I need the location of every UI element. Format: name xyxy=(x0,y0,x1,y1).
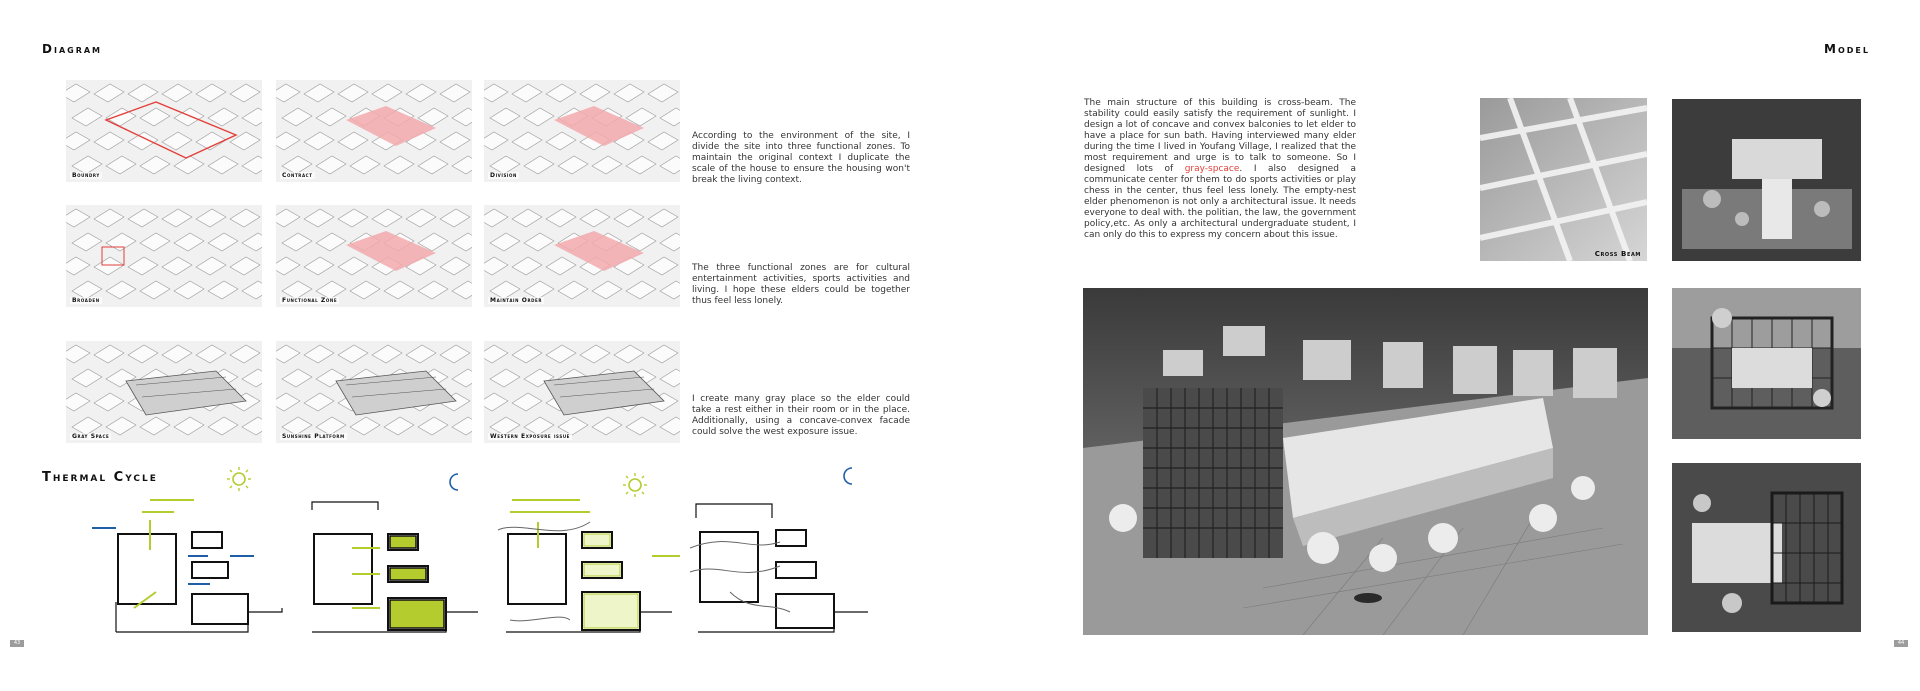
paragraph-structure xyxy=(1084,98,1356,241)
diagram-tile xyxy=(66,341,262,443)
paragraph-text: . I also designed a communicate center for them to do sports activities or play chess in the center, thus feel less lonely. The empty-nest elder phenomenon is not only a architectural issue. It needs everyone to deal with. the politian, the law, the government policy,etc. As only a architectural undergraduate student, I can only do this to express my concern about this issue. xyxy=(1084,164,1357,240)
caption-cross-beam: Cross Beam xyxy=(1594,250,1641,258)
diagram-illustration xyxy=(484,205,680,307)
diagram-illustration xyxy=(484,80,680,182)
moon-icon xyxy=(446,472,462,492)
page-number-left: 43 xyxy=(10,640,24,647)
paragraph-site-zones: According to the environment of the site, I divide the site into three functional zones. To maintain the original context I duplicate the scale of the house to ensure the housing won't break the living context. xyxy=(692,131,910,185)
tile-label: Maintain Order xyxy=(490,297,543,304)
diagram-tile xyxy=(484,205,680,307)
tile-label: Sunshine Platform xyxy=(282,433,345,440)
diagram-tile xyxy=(66,80,262,182)
diagram-tile xyxy=(66,205,262,307)
diagram-illustration xyxy=(66,80,262,182)
page-number-right: 44 xyxy=(1894,640,1908,647)
section-title-thermal-cycle: Thermal Cycle xyxy=(42,470,158,485)
paragraph-gray-space: I create many gray place so the elder could take a rest either in their room or in the place. Additionally, using a concave-convex facade could solve the west exposure issue. xyxy=(692,394,910,437)
diagram-tile xyxy=(276,205,472,307)
tile-label: Broaden xyxy=(72,297,100,304)
tile-label: Western Exposure issue xyxy=(490,433,571,440)
diagram-illustration xyxy=(276,205,472,307)
diagram-illustration xyxy=(484,341,680,443)
diagram-illustration xyxy=(66,341,262,443)
tile-label: Gray Space xyxy=(72,433,110,440)
highlight-gray-space: gray-spcace xyxy=(1184,164,1240,174)
photo-model-top-right xyxy=(1672,99,1861,261)
paragraph-functional-zones: The three functional zones are for cultural entertainment activities, sports activities and living. I hope these elders could be together thus feel less lonely. xyxy=(692,263,910,306)
section-title-diagram: Diagram xyxy=(42,42,103,56)
diagram-tile xyxy=(484,80,680,182)
tile-label: Boundry xyxy=(72,172,100,179)
diagram-tile xyxy=(484,341,680,443)
tile-label: Functional Zone xyxy=(282,297,338,304)
diagram-tile xyxy=(276,341,472,443)
photo-cross-beam xyxy=(1480,98,1647,261)
photo-model-middle-right xyxy=(1672,288,1861,439)
diagram-illustration xyxy=(276,341,472,443)
photo-model-bottom-right xyxy=(1672,463,1861,632)
sun-icon xyxy=(622,472,648,498)
diagram-illustration xyxy=(276,80,472,182)
diagram-illustration xyxy=(66,205,262,307)
thermal-cycle-diagram xyxy=(90,462,890,637)
tile-label: Division xyxy=(490,172,517,179)
photo-model-main xyxy=(1083,288,1648,635)
moon-icon xyxy=(840,466,856,486)
tile-label: Contract xyxy=(282,172,313,179)
diagram-tile xyxy=(276,80,472,182)
paragraph-text: The main structure of this building is cross-beam. The stability could easily satisfy the requirement of sunlight. I design a lot of concave and convex balconies to let elder to have a place for sun bath. Having interviewed many elder during the time I lived in Youfang Village, I realized that the most requirement and urge is to talk to someone. So I designed lots of xyxy=(1084,98,1356,174)
sun-icon xyxy=(226,466,252,492)
section-title-model: Model xyxy=(1824,42,1870,56)
